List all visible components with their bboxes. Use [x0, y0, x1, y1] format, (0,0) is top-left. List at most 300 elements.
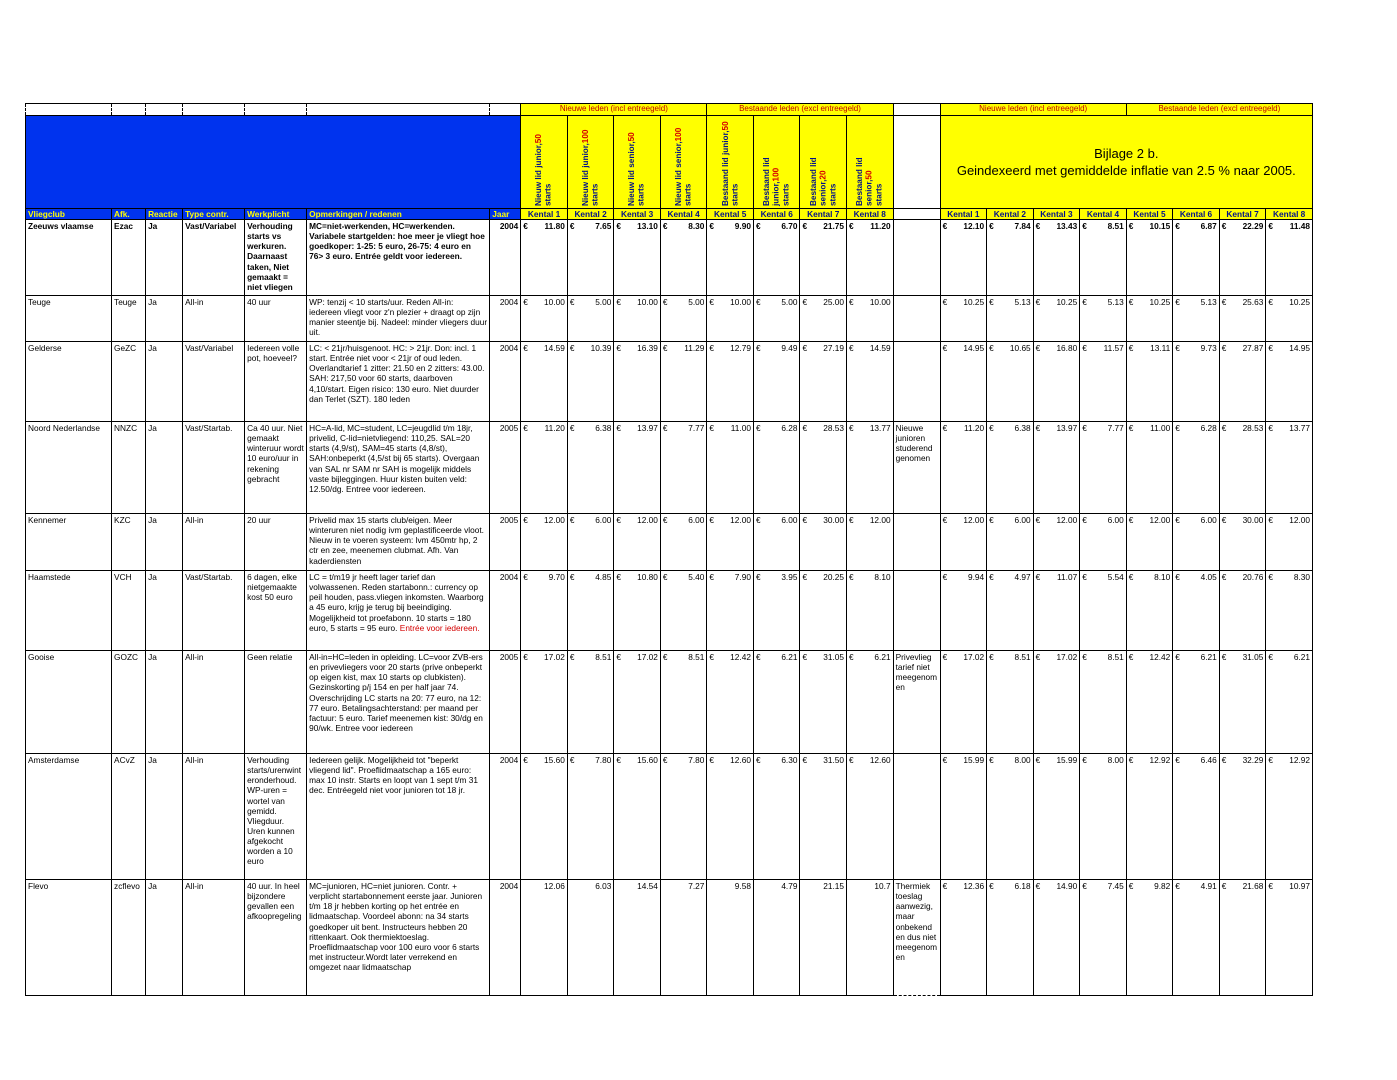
price-cell	[1080, 880, 1127, 996]
euro-sign: €	[755, 221, 761, 232]
euro-sign: €	[1128, 755, 1134, 766]
group-bestaande-leden: Bestaande leden (excl entreegeld)	[707, 104, 893, 116]
category-starts-count: 50	[534, 134, 544, 144]
col-kental: Kental 1	[521, 209, 568, 220]
price-value: 25.00	[823, 297, 844, 308]
category-header-text	[581, 118, 600, 208]
contract-type: All-in	[183, 514, 245, 571]
price-cell	[521, 342, 568, 422]
euro-sign: €	[1035, 221, 1041, 232]
opmerkingen-text	[307, 571, 490, 651]
euro-sign: €	[1268, 423, 1273, 434]
price-cell	[707, 754, 754, 880]
price-cell	[1080, 220, 1127, 296]
price-cell	[614, 296, 661, 342]
club-abbreviation: VCH	[112, 571, 146, 651]
club-row	[26, 220, 1313, 296]
price-cell	[1126, 880, 1173, 996]
category-unit: starts	[828, 183, 838, 206]
euro-sign: €	[1221, 572, 1227, 583]
werkplicht-text: Iedereen volle pot, hoeveel?	[245, 342, 307, 422]
euro-sign: €	[569, 515, 575, 526]
club-abbreviation: GOZC	[112, 651, 146, 754]
contract-type: All-in	[183, 296, 245, 342]
reactie-value: Ja	[146, 651, 183, 754]
price-value: 14.54	[637, 881, 658, 892]
col-kental: Kental 2	[567, 209, 614, 220]
bijlage-block	[940, 116, 1312, 209]
werkplicht-text: Verhouding starts/urenwint eronderhoud. WP-uren = wortel van gemidd. Vliegduur. Uren kunnen afgekocht worden a 10 euro	[245, 754, 307, 880]
price-cell	[521, 514, 568, 571]
price-cell	[1033, 296, 1080, 342]
euro-sign: €	[523, 755, 528, 766]
category-header-text	[809, 118, 838, 208]
euro-sign: €	[1035, 881, 1041, 892]
euro-sign: €	[1035, 755, 1041, 766]
price-value: 12.06	[544, 881, 565, 892]
euro-sign: €	[1221, 652, 1227, 663]
price-cell	[1266, 220, 1313, 296]
reactie-value: Ja	[146, 514, 183, 571]
euro-sign: €	[989, 515, 994, 526]
price-value: 9.58	[734, 881, 751, 892]
price-cell	[567, 422, 614, 514]
euro-sign: €	[662, 221, 668, 232]
category-header-row	[26, 116, 1313, 209]
category-label: Bestaand lid junior,	[762, 157, 781, 206]
club-abbreviation: KZC	[112, 514, 146, 571]
price-cell	[1266, 880, 1313, 996]
bijlage-line-2: Geindexeerd met gemiddelde inflatie van 2.5 % naar 2005.	[956, 162, 1296, 178]
price-cell	[1219, 880, 1266, 996]
euro-sign: €	[849, 515, 854, 526]
euro-sign: €	[849, 755, 854, 766]
col-kental: Kental 5	[707, 209, 754, 220]
price-value: 9.90	[734, 221, 751, 232]
category-label: Bestaand lid senior,	[855, 157, 874, 206]
club-row	[26, 514, 1313, 571]
price-value: 15.99	[1056, 755, 1078, 766]
werkplicht-text: 40 uur	[245, 296, 307, 342]
euro-sign: €	[1221, 881, 1227, 892]
price-cell	[660, 880, 707, 996]
price-value: 12.00	[963, 515, 985, 526]
club-abbreviation: Teuge	[112, 296, 146, 342]
euro-sign: €	[989, 221, 994, 232]
price-value: 5.40	[688, 572, 705, 583]
price-value: 30.00	[1242, 515, 1264, 526]
price-value: 13.77	[1289, 423, 1310, 434]
euro-sign: €	[569, 652, 575, 663]
price-cell	[1033, 880, 1080, 996]
euro-sign: €	[755, 652, 761, 663]
category-label: Nieuw lid junior,	[534, 143, 544, 206]
group-nieuwe-leden: Nieuwe leden (incl entreegeld)	[521, 104, 707, 116]
price-value: 11.57	[1103, 343, 1124, 354]
club-row	[26, 342, 1313, 422]
price-value: 10.39	[590, 343, 612, 354]
euro-sign: €	[569, 343, 575, 354]
category-unit: starts	[637, 183, 647, 206]
price-value: 13.97	[637, 423, 658, 434]
price-value: 8.30	[688, 221, 705, 232]
price-value: 16.39	[637, 343, 658, 354]
euro-sign: €	[1128, 572, 1134, 583]
price-cell	[521, 754, 568, 880]
opmerkingen-body: MC=niet-werkenden, HC=werkenden. Variabele startgelden: hoe meer je vliegt hoe goedkoper: 1-25: 5 euro, 26-75: 4 euro en 76> 3 euro. Entrée geldt voor iedereen.	[309, 221, 485, 262]
opmerkingen-body: Privelid max 15 starts club/eigen. Meer winteruren niet nodig ivm geplastificeerde vloot. Nieuw in te voeren systeem: lvm 450mtr hp, 2 ctr en zee, meenemen clubmat. Afh. Van kaderdiensten	[309, 515, 484, 566]
price-value: 11.80	[544, 221, 565, 232]
euro-sign: €	[1128, 423, 1134, 434]
price-value: 25.63	[1242, 297, 1264, 308]
euro-sign: €	[849, 343, 854, 354]
price-cell	[800, 651, 847, 754]
club-row	[26, 651, 1313, 754]
contract-type: All-in	[183, 651, 245, 754]
price-cell	[753, 754, 800, 880]
price-value: 28.53	[823, 423, 844, 434]
price-value: 17.02	[963, 652, 985, 663]
euro-sign: €	[802, 343, 808, 354]
price-cell	[660, 422, 707, 514]
euro-sign: €	[1128, 297, 1134, 308]
price-value: 7.80	[688, 755, 705, 766]
price-value: 6.00	[688, 515, 705, 526]
category-starts-count: 20	[818, 170, 828, 180]
price-cell	[1080, 651, 1127, 754]
category-starts-count: 100	[673, 127, 683, 142]
club-row	[26, 422, 1313, 514]
contract-type: Vast/Variabel	[183, 220, 245, 296]
price-cell	[1080, 342, 1127, 422]
euro-sign: €	[1268, 572, 1273, 583]
price-value: 6.46	[1200, 755, 1217, 766]
price-cell	[1126, 754, 1173, 880]
opmerkingen-highlight: Entrée voor iedereen.	[399, 622, 480, 633]
category-header	[847, 116, 894, 209]
price-value: 17.02	[637, 652, 658, 663]
col-kental: Kental 3	[614, 209, 661, 220]
price-cell	[521, 296, 568, 342]
category-label: Bestaand lid junior,	[720, 130, 730, 206]
euro-sign: €	[1221, 343, 1227, 354]
price-value: 8.51	[1107, 221, 1124, 232]
price-value: 12.10	[963, 221, 985, 232]
euro-sign: €	[569, 221, 575, 232]
price-cell	[987, 514, 1034, 571]
price-value: 5.00	[688, 297, 705, 308]
price-value: 8.51	[595, 652, 612, 663]
price-value: 9.49	[781, 343, 798, 354]
euro-sign: €	[616, 755, 621, 766]
euro-sign: €	[616, 515, 621, 526]
euro-sign: €	[709, 423, 715, 434]
jaar-value: 2004	[490, 342, 521, 422]
opmerkingen-text	[307, 422, 490, 514]
euro-sign: €	[662, 515, 668, 526]
price-cell	[940, 880, 987, 996]
werkplicht-text: 6 dagen, elke nietgemaakte kost 50 euro	[245, 571, 307, 651]
price-cell	[1173, 571, 1220, 651]
price-value: 8.00	[1014, 755, 1031, 766]
price-value: 21.68	[1242, 881, 1264, 892]
price-value: 12.00	[544, 515, 565, 526]
euro-sign: €	[662, 572, 668, 583]
category-label: Bestaand lid senior,	[808, 157, 828, 206]
price-cell	[753, 651, 800, 754]
opmerkingen-text	[307, 514, 490, 571]
price-value: 15.60	[637, 755, 658, 766]
price-value: 13.11	[1150, 343, 1171, 354]
euro-sign: €	[1035, 297, 1041, 308]
col-kental-indexed: Kental 2	[987, 209, 1034, 220]
category-starts-count: 50	[864, 170, 874, 180]
euro-sign: €	[709, 652, 715, 663]
price-cell	[521, 880, 568, 996]
club-name: Flevo	[26, 880, 112, 996]
price-value: 11.48	[1289, 221, 1310, 232]
group-bestaande-leden-indexed: Bestaande leden (excl entreegeld)	[1126, 104, 1312, 116]
price-value: 8.51	[1107, 652, 1124, 663]
price-cell	[847, 342, 894, 422]
euro-sign: €	[1221, 221, 1227, 232]
price-value: 12.00	[730, 515, 751, 526]
euro-sign: €	[1035, 572, 1041, 583]
price-cell	[1266, 754, 1313, 880]
category-header-text	[855, 118, 884, 208]
euro-sign: €	[942, 881, 948, 892]
price-cell	[567, 342, 614, 422]
price-value: 10.25	[1149, 297, 1171, 308]
price-value: 12.00	[1149, 515, 1171, 526]
euro-sign: €	[942, 755, 948, 766]
contract-type: Vast/Startab.	[183, 422, 245, 514]
price-value: 6.28	[1200, 423, 1217, 434]
category-unit: starts	[874, 183, 884, 206]
price-cell	[1173, 880, 1220, 996]
reactie-value: Ja	[146, 422, 183, 514]
club-abbreviation: zcflevo	[112, 880, 146, 996]
jaar-value: 2004	[490, 754, 521, 880]
euro-sign: €	[1221, 297, 1227, 308]
euro-sign: €	[1035, 343, 1041, 354]
euro-sign: €	[989, 297, 994, 308]
price-cell	[614, 880, 661, 996]
price-value: 6.00	[781, 515, 798, 526]
club-abbreviation: Ezac	[112, 220, 146, 296]
euro-sign: €	[1175, 515, 1180, 526]
price-cell	[1266, 514, 1313, 571]
note-cell	[893, 514, 940, 571]
price-cell	[753, 880, 800, 996]
price-cell	[1173, 754, 1220, 880]
note-cell	[893, 220, 940, 296]
price-value: 8.51	[688, 652, 705, 663]
price-value: 10.7	[874, 881, 891, 892]
price-value: 21.75	[823, 221, 844, 232]
price-cell	[1266, 342, 1313, 422]
club-name: Teuge	[26, 296, 112, 342]
euro-sign: €	[662, 652, 668, 663]
price-cell	[847, 220, 894, 296]
euro-sign: €	[1128, 881, 1134, 892]
opmerkingen-text	[307, 754, 490, 880]
euro-sign: €	[942, 515, 948, 526]
price-cell	[1219, 296, 1266, 342]
euro-sign: €	[1175, 423, 1180, 434]
werkplicht-text: 20 uur	[245, 514, 307, 571]
col-jaar: Jaar	[490, 209, 521, 220]
bijlage-title	[941, 146, 1312, 180]
category-header-text	[627, 118, 646, 208]
euro-sign: €	[1128, 515, 1134, 526]
euro-sign: €	[709, 221, 715, 232]
euro-sign: €	[1268, 652, 1273, 663]
price-value: 22.29	[1242, 221, 1264, 232]
price-cell	[1173, 422, 1220, 514]
price-value: 7.77	[1107, 423, 1124, 434]
euro-sign: €	[849, 572, 854, 583]
price-cell	[1266, 422, 1313, 514]
price-cell	[940, 422, 987, 514]
col-kental-indexed: Kental 1	[940, 209, 987, 220]
euro-sign: €	[1035, 652, 1041, 663]
price-cell	[940, 296, 987, 342]
price-cell	[1126, 220, 1173, 296]
euro-sign: €	[942, 652, 948, 663]
price-value: 14.95	[1289, 343, 1310, 354]
euro-sign: €	[849, 652, 854, 663]
euro-sign: €	[1082, 652, 1087, 663]
tariff-spreadsheet	[25, 103, 1313, 996]
jaar-value: 2004	[490, 220, 521, 296]
euro-sign: €	[1175, 881, 1180, 892]
price-cell	[847, 880, 894, 996]
price-cell	[800, 422, 847, 514]
price-cell	[614, 651, 661, 754]
euro-sign: €	[802, 221, 808, 232]
euro-sign: €	[616, 343, 621, 354]
euro-sign: €	[1268, 755, 1273, 766]
price-cell	[753, 296, 800, 342]
reactie-value: Ja	[146, 342, 183, 422]
euro-sign: €	[1175, 755, 1180, 766]
price-value: 8.00	[1107, 755, 1124, 766]
price-value: 14.90	[1056, 881, 1078, 892]
euro-sign: €	[1221, 755, 1227, 766]
price-value: 12.00	[637, 515, 658, 526]
price-cell	[800, 514, 847, 571]
werkplicht-text: Verhouding starts vs werkuren. Daarnaast taken, Niet gemaakt = niet vliegen	[245, 220, 307, 296]
club-abbreviation: GeZC	[112, 342, 146, 422]
price-value: 7.90	[734, 572, 751, 583]
price-value: 11.20	[544, 423, 565, 434]
euro-sign: €	[1268, 881, 1273, 892]
price-value: 31.50	[823, 755, 844, 766]
price-cell	[1219, 422, 1266, 514]
price-value: 11.29	[684, 343, 705, 354]
jaar-value: 2004	[490, 880, 521, 996]
euro-sign: €	[802, 297, 808, 308]
price-cell	[1080, 514, 1127, 571]
price-cell	[1033, 754, 1080, 880]
euro-sign: €	[1268, 515, 1273, 526]
price-cell	[940, 651, 987, 754]
price-value: 6.21	[1200, 652, 1217, 663]
price-cell	[660, 651, 707, 754]
euro-sign: €	[989, 343, 994, 354]
club-name: Amsterdamse	[26, 754, 112, 880]
price-cell	[1173, 651, 1220, 754]
note-cell	[893, 571, 940, 651]
price-value: 6.87	[1200, 221, 1217, 232]
euro-sign: €	[1128, 343, 1134, 354]
euro-sign: €	[755, 423, 761, 434]
price-value: 16.80	[1056, 343, 1078, 354]
price-value: 11.00	[1150, 423, 1171, 434]
werkplicht-text: 40 uur. In heel bijzondere gevallen een afkoopregeling	[245, 880, 307, 996]
price-cell	[614, 220, 661, 296]
euro-sign: €	[1221, 515, 1227, 526]
price-cell	[567, 754, 614, 880]
price-value: 12.00	[869, 515, 891, 526]
price-cell	[614, 514, 661, 571]
price-value: 6.00	[595, 515, 612, 526]
price-value: 9.73	[1200, 343, 1217, 354]
price-cell	[1173, 342, 1220, 422]
price-value: 17.02	[1056, 652, 1078, 663]
price-cell	[847, 296, 894, 342]
price-value: 7.77	[688, 423, 705, 434]
price-cell	[707, 296, 754, 342]
euro-sign: €	[1175, 572, 1180, 583]
note-cell: Nieuwe junioren studerend genomen	[893, 422, 940, 514]
price-value: 5.13	[1107, 297, 1124, 308]
euro-sign: €	[1128, 652, 1134, 663]
opmerkingen-text	[307, 651, 490, 754]
price-value: 6.03	[595, 881, 612, 892]
category-header	[614, 116, 661, 209]
price-value: 3.95	[781, 572, 798, 583]
reactie-value: Ja	[146, 754, 183, 880]
price-cell	[1219, 651, 1266, 754]
col-kental: Kental 7	[800, 209, 847, 220]
price-cell	[1033, 422, 1080, 514]
col-kental: Kental 8	[847, 209, 894, 220]
euro-sign: €	[709, 755, 715, 766]
category-unit: starts	[730, 183, 740, 206]
opmerkingen-text	[307, 220, 490, 296]
category-header-text	[674, 118, 693, 208]
category-starts-count: 100	[771, 167, 781, 182]
price-cell	[707, 571, 754, 651]
club-name: Kennemer	[26, 514, 112, 571]
price-value: 13.77	[869, 423, 891, 434]
price-value: 31.05	[823, 652, 844, 663]
price-cell	[1080, 422, 1127, 514]
euro-sign: €	[523, 572, 528, 583]
price-cell	[707, 880, 754, 996]
price-value: 8.30	[1293, 572, 1310, 583]
price-cell	[987, 880, 1034, 996]
contract-type: All-in	[183, 880, 245, 996]
euro-sign: €	[1175, 297, 1180, 308]
price-value: 12.60	[730, 755, 751, 766]
price-value: 12.92	[1289, 755, 1310, 766]
price-value: 10.25	[1289, 297, 1310, 308]
price-cell	[987, 422, 1034, 514]
price-cell	[521, 220, 568, 296]
